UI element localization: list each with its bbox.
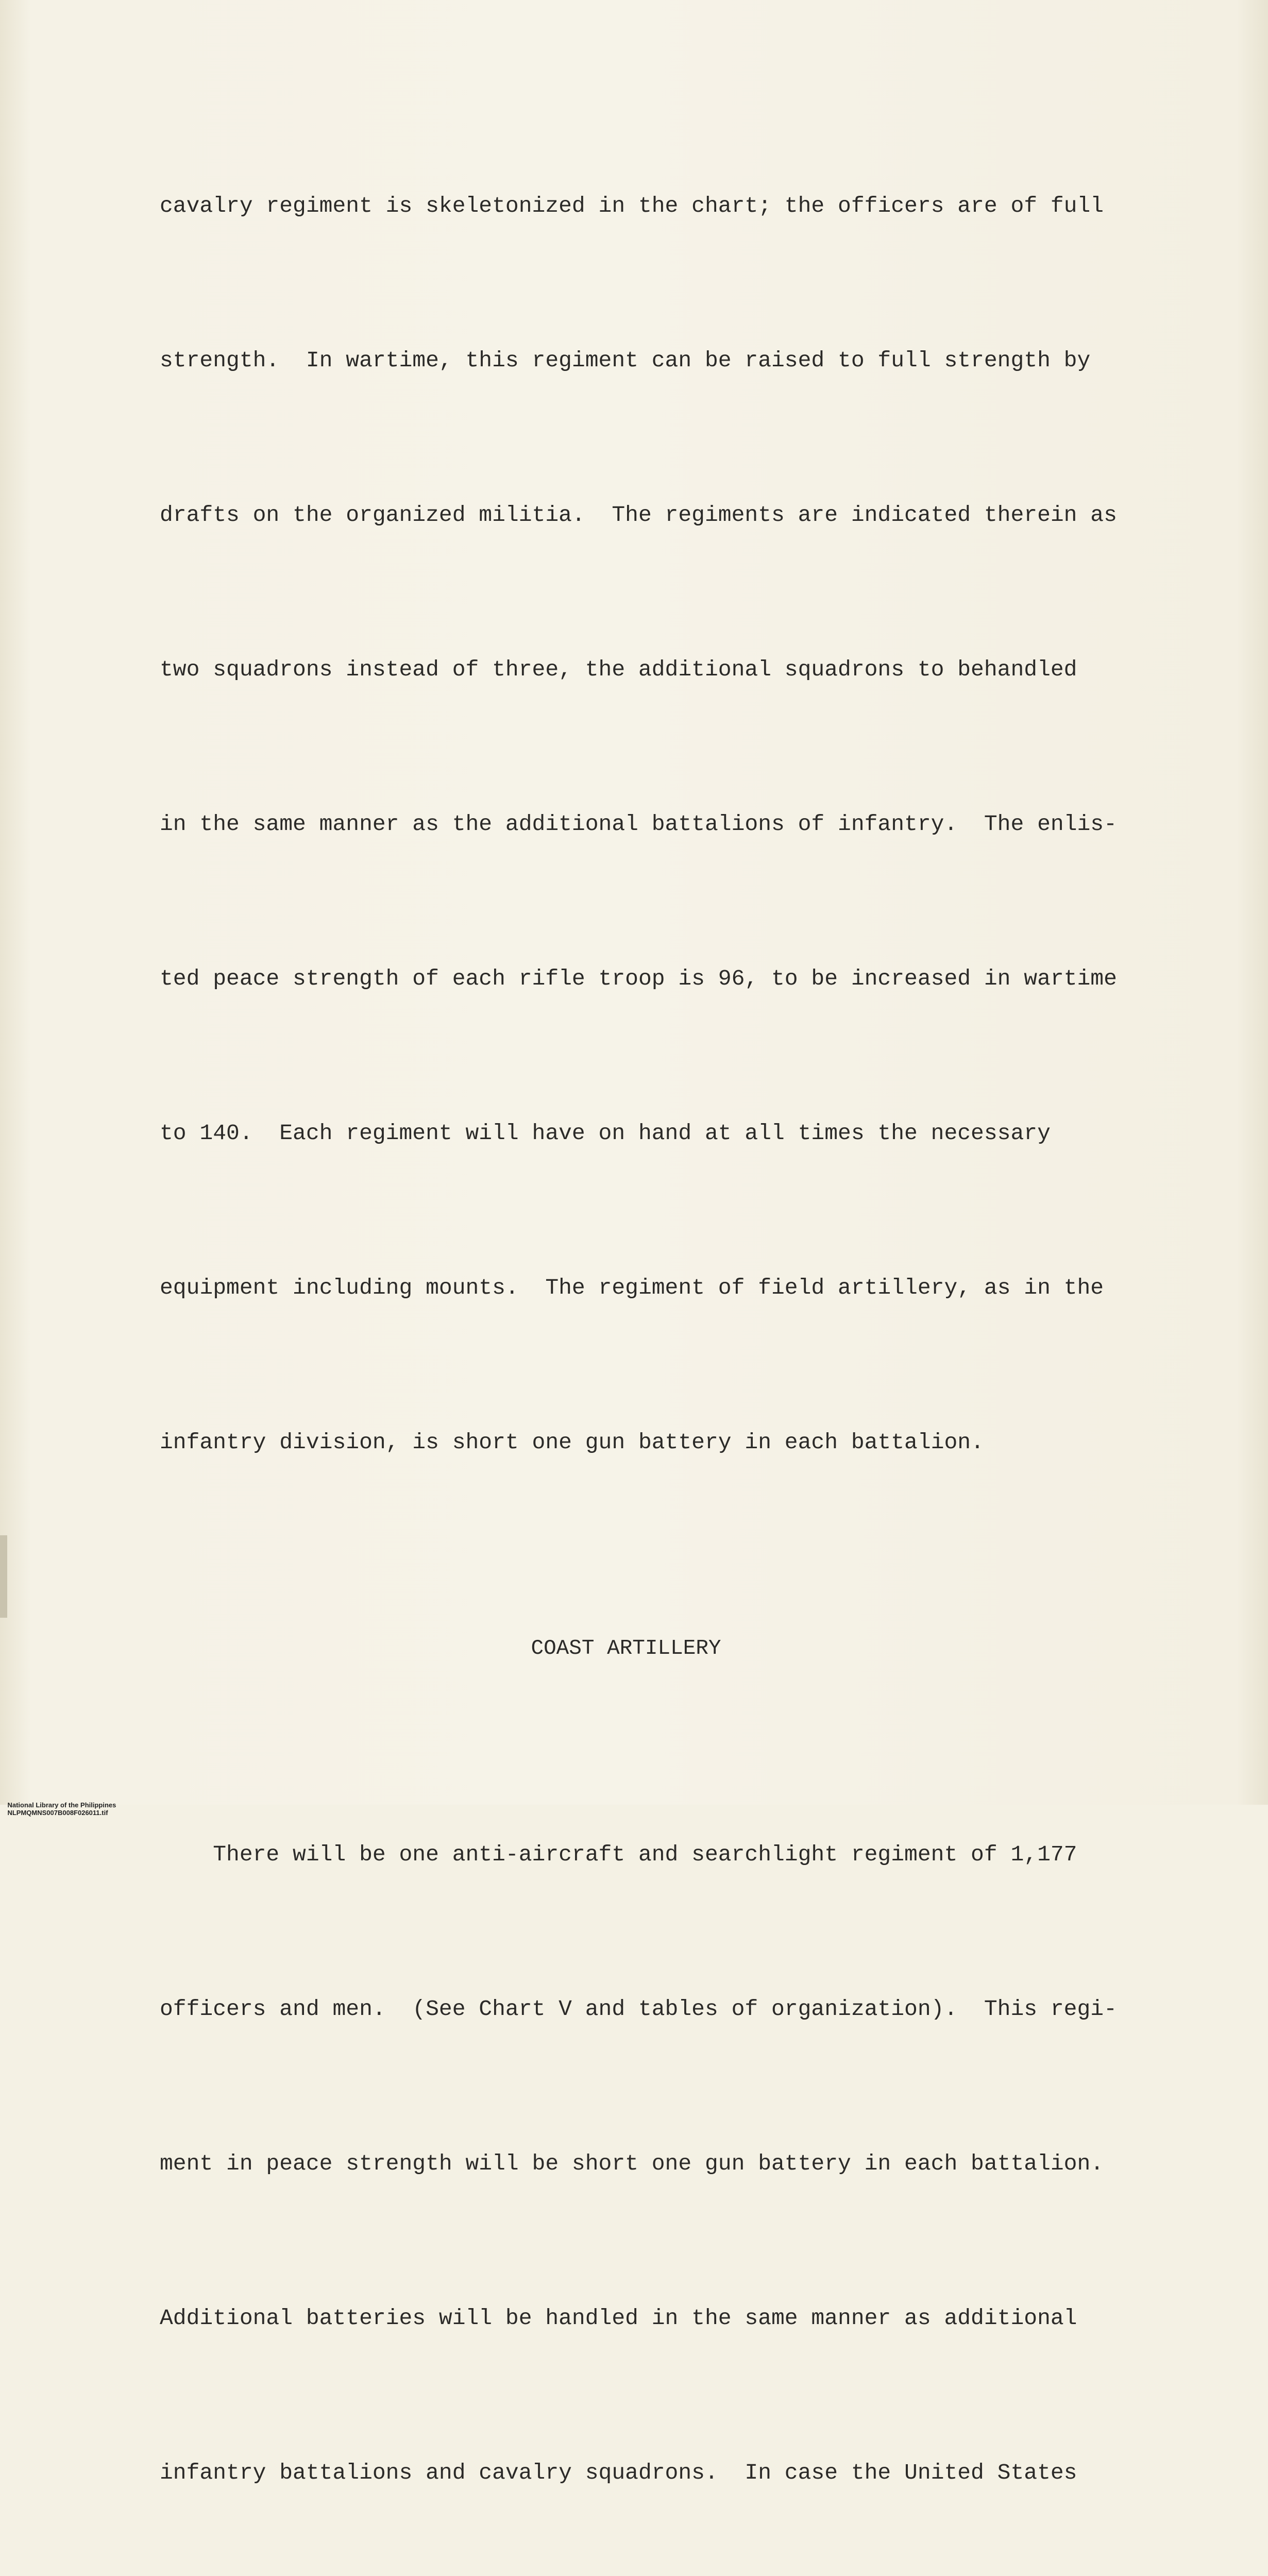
section-heading: COAST ARTILLERY bbox=[531, 1637, 721, 1660]
text-line: ment in peace strength will be short one gun battery in each battalion. bbox=[160, 2151, 1104, 2176]
text-line: Additional batteries will be handled in the same manner as additional bbox=[160, 2306, 1077, 2331]
text-line: There will be one anti-aircraft and searchlight regiment of 1,177 bbox=[160, 1842, 1077, 1867]
library-credit: National Library of the Philippines bbox=[7, 1801, 116, 1809]
text-line: two squadrons instead of three, the additional squadrons to behandled bbox=[160, 657, 1077, 682]
text-line: ted peace strength of each rifle troop is 96, to be increased in wartime bbox=[160, 966, 1117, 991]
text-line: in the same manner as the additional battalions of infantry. The enlis- bbox=[160, 811, 1117, 837]
text-line: drafts on the organized militia. The regiments are indicated therein as bbox=[160, 502, 1117, 528]
text-line: infantry division, is short one gun battery in each battalion. bbox=[160, 1430, 984, 1455]
text-line: officers and men. (See Chart V and tables of organization). This regi- bbox=[160, 1996, 1117, 2022]
text-line: cavalry regiment is skeletonized in the chart; the officers are of full bbox=[160, 193, 1104, 218]
text-line: infantry battalions and cavalry squadrons. In case the United States bbox=[160, 2460, 1077, 2485]
typed-text-body bbox=[160, 77, 1128, 2576]
text-line: strength. In wartime, this regiment can be raised to full strength by bbox=[160, 348, 1091, 373]
text-line: equipment including mounts. The regiment of field artillery, as in the bbox=[160, 1275, 1104, 1300]
scan-footer bbox=[0, 1793, 126, 1817]
text-line: to 140. Each regiment will have on hand at all times the necessary bbox=[160, 1121, 1051, 1146]
page-edge-mark bbox=[0, 1535, 7, 1618]
file-identifier: NLPMQMNS007B008F026011.tif bbox=[7, 1809, 108, 1817]
